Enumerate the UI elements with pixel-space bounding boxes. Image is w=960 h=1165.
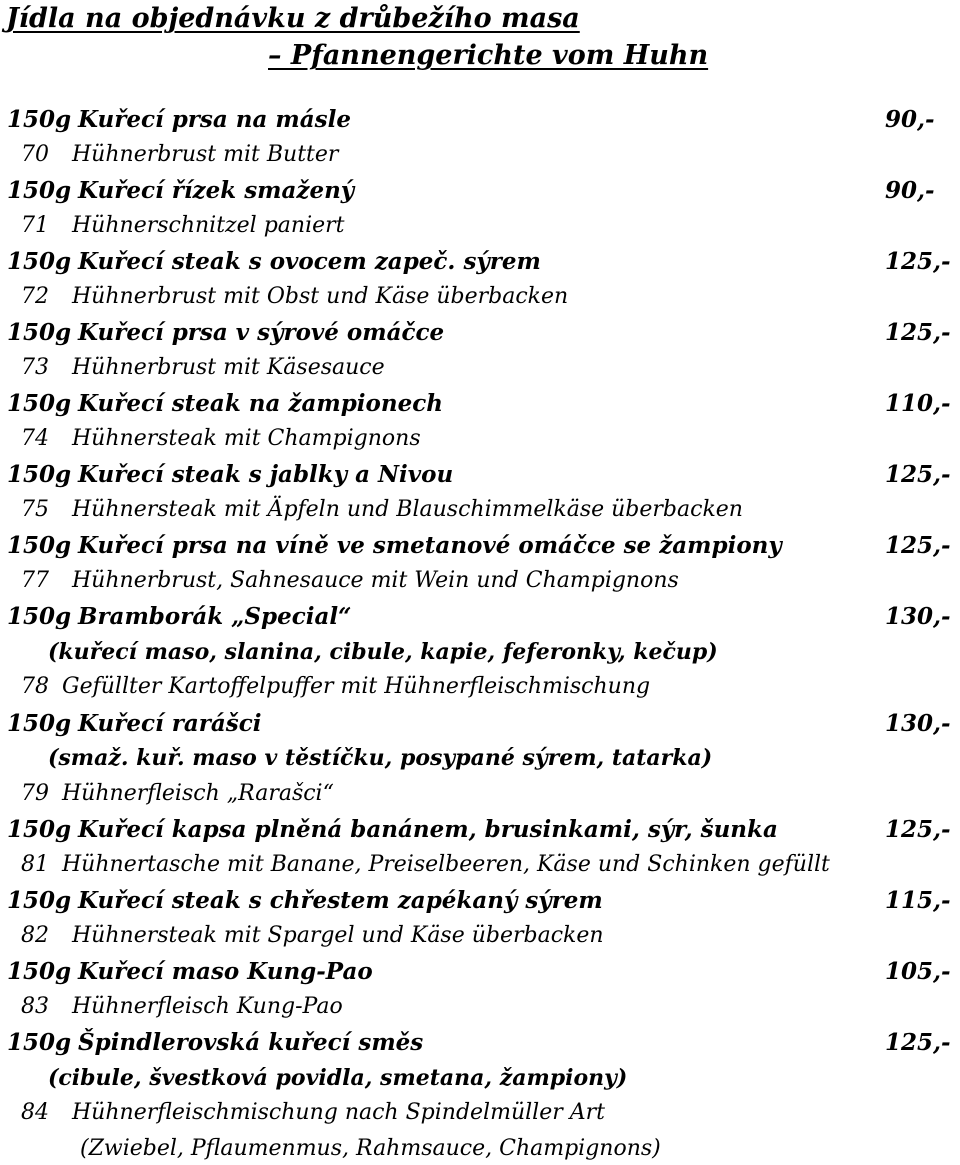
item-weight: 150g [7, 712, 71, 735]
item-german-name: Hühnerbrust mit Käsesauce [72, 357, 385, 379]
item-name: Bramborák „Special“ [78, 605, 351, 628]
item-code: 70 [21, 144, 49, 166]
item-weight: 150g [7, 1031, 71, 1054]
item-code: 77 [21, 570, 49, 592]
item-code: 74 [21, 428, 49, 450]
item-price: 125,- [885, 463, 951, 486]
item-code: 75 [21, 499, 49, 521]
menu-item [0, 1023, 960, 1059]
item-weight: 150g [7, 889, 71, 912]
item-german-name: Hühnerfleisch Kung-Pao [72, 996, 343, 1018]
item-weight: 150g [7, 960, 71, 983]
item-ingredients: (smaž. kuř. maso v těstíčku, posypané sýrem, tatarka) [48, 747, 712, 769]
menu-item-translation [0, 668, 960, 704]
menu-item-detail [0, 739, 960, 775]
item-code: 72 [21, 286, 49, 308]
menu-item [0, 704, 960, 740]
menu-item-translation [0, 491, 960, 527]
item-code: 71 [21, 215, 49, 237]
menu-item [0, 313, 960, 349]
item-german-name: Hühnerbrust, Sahnesauce mit Wein und Champignons [72, 570, 679, 592]
menu-item [0, 526, 960, 562]
item-code: 82 [21, 925, 49, 947]
item-name: Kuřecí rarášci [78, 712, 261, 735]
item-name: Kuřecí prsa na másle [78, 108, 351, 131]
menu-item [0, 881, 960, 917]
item-german-name: Hühnerschnitzel paniert [72, 215, 344, 237]
item-price: 125,- [885, 321, 951, 344]
item-name: Kuřecí steak s jablky a Nivou [78, 463, 453, 486]
item-name: Kuřecí maso Kung-Pao [78, 960, 373, 983]
menu-item [0, 952, 960, 988]
item-ingredients: (kuřecí maso, slanina, cibule, kapie, feferonky, kečup) [48, 641, 718, 663]
page-title: Jídla na objednávku z drůbežího masa [6, 5, 580, 32]
menu-item [0, 384, 960, 420]
item-code: 73 [21, 357, 49, 379]
menu-item-detail [0, 1059, 960, 1095]
item-price: 90,- [885, 108, 935, 131]
item-weight: 150g [7, 534, 71, 557]
item-price: 130,- [885, 605, 951, 628]
menu-item [0, 455, 960, 491]
menu-list [0, 100, 960, 1165]
menu-item-translation [0, 207, 960, 243]
menu-item [0, 100, 960, 136]
menu-item-translation [0, 1094, 960, 1130]
item-price: 130,- [885, 712, 951, 735]
menu-item-translation [0, 988, 960, 1024]
item-german-name: Hühnerfleisch „Rarašci“ [62, 783, 334, 805]
item-weight: 150g [7, 179, 71, 202]
item-name: Kuřecí steak na žampionech [78, 392, 443, 415]
item-price: 110,- [885, 392, 951, 415]
item-code: 79 [21, 783, 49, 805]
item-name: Kuřecí steak s chřestem zapékaný sýrem [78, 889, 603, 912]
item-name: Kuřecí prsa v sýrové omáčce [78, 321, 444, 344]
item-name: Kuřecí prsa na víně ve smetanové omáčce se žampiony [78, 534, 782, 557]
menu-item [0, 810, 960, 846]
menu-item [0, 171, 960, 207]
item-german-name: Hühnerbrust mit Butter [72, 144, 338, 166]
menu-item-translation [0, 917, 960, 953]
menu-item [0, 597, 960, 633]
menu-item [0, 242, 960, 278]
item-weight: 150g [7, 463, 71, 486]
item-weight: 150g [7, 818, 71, 841]
page-subtitle: – Pfannengerichte vom Huhn [268, 42, 708, 69]
item-price: 125,- [885, 1031, 951, 1054]
menu-item-translation [0, 562, 960, 598]
item-code: 83 [21, 996, 49, 1018]
menu-item-translation [0, 775, 960, 811]
item-name: Špindlerovská kuřecí směs [78, 1031, 423, 1054]
item-code: 84 [21, 1102, 49, 1124]
menu-item-translation [0, 846, 960, 882]
item-code: 78 [21, 676, 49, 698]
item-name: Kuřecí steak s ovocem zapeč. sýrem [78, 250, 541, 273]
menu-item-translation [0, 349, 960, 385]
menu-item-translation [0, 136, 960, 172]
item-price: 90,- [885, 179, 935, 202]
menu-item-translation-detail [0, 1130, 960, 1165]
item-name: Kuřecí kapsa plněná banánem, brusinkami, sýr, šunka [78, 818, 778, 841]
item-german-name: Hühnersteak mit Champignons [72, 428, 421, 450]
menu-item-detail [0, 633, 960, 669]
item-german-name: Gefüllter Kartoffelpuffer mit Hühnerfleischmischung [62, 676, 650, 698]
item-ingredients: (cibule, švestková povidla, smetana, žampiony) [48, 1067, 627, 1089]
menu-item-translation [0, 278, 960, 314]
item-weight: 150g [7, 108, 71, 131]
item-weight: 150g [7, 321, 71, 344]
item-german-name: Hühnersteak mit Spargel und Käse überbacken [72, 925, 604, 947]
item-price: 125,- [885, 250, 951, 273]
item-price: 105,- [885, 960, 951, 983]
item-price: 125,- [885, 818, 951, 841]
item-german-name: Hühnertasche mit Banane, Preiselbeeren, Käse und Schinken gefüllt [62, 854, 830, 876]
item-price: 125,- [885, 534, 951, 557]
item-weight: 150g [7, 392, 71, 415]
item-german-name: Hühnersteak mit Äpfeln und Blauschimmelkäse überbacken [72, 499, 743, 521]
item-name: Kuřecí řízek smažený [78, 179, 354, 202]
item-price: 115,- [885, 889, 951, 912]
item-weight: 150g [7, 605, 71, 628]
item-code: 81 [21, 854, 49, 876]
item-german-ingredients: (Zwiebel, Pflaumenmus, Rahmsauce, Champignons) [80, 1138, 661, 1160]
item-german-name: Hühnerbrust mit Obst und Käse überbacken [72, 286, 568, 308]
menu-item-translation [0, 420, 960, 456]
item-weight: 150g [7, 250, 71, 273]
item-german-name: Hühnerfleischmischung nach Spindelmüller Art [72, 1102, 605, 1124]
